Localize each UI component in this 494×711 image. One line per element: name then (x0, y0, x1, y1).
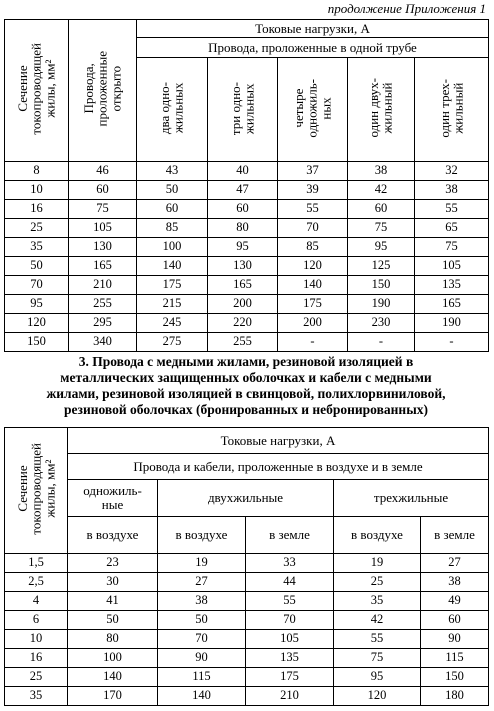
table-cell: 200 (278, 314, 348, 333)
table-cell: 140 (68, 668, 158, 687)
table-cell: 255 (69, 295, 137, 314)
table-cell: 55 (278, 200, 348, 219)
table-cell: 50 (158, 611, 246, 630)
table-cell: 165 (415, 295, 489, 314)
table-cell: 38 (158, 592, 246, 611)
table-cell: 150 (5, 333, 69, 352)
table-cell: 27 (158, 573, 246, 592)
table-cell: 140 (158, 687, 246, 706)
table-cell: - (278, 333, 348, 352)
table-cell: 295 (69, 314, 137, 333)
table-row (5, 200, 489, 219)
table-cell: 165 (208, 276, 278, 295)
section-header-line: жилы, мм² (41, 459, 57, 518)
table-cell: 38 (421, 573, 489, 592)
open-header-line: проложенные (94, 51, 110, 127)
table-cell: 50 (68, 611, 158, 630)
table-cell: 39 (278, 181, 348, 200)
table-row (5, 668, 489, 687)
table-cell: 150 (421, 668, 489, 687)
table-cell: 55 (334, 630, 421, 649)
table-cell: 1,5 (5, 554, 68, 573)
table-cell: 245 (137, 314, 208, 333)
sub-in-ground: в земле (246, 517, 334, 554)
col-header-section (5, 428, 68, 554)
table-cell: 60 (208, 200, 278, 219)
section-header-line: жилы, мм² (42, 59, 58, 118)
group-two-core: двухжильные (158, 480, 334, 517)
table-cell: 215 (137, 295, 208, 314)
table-row (5, 687, 489, 706)
table-cell: 340 (69, 333, 137, 352)
pipe-column-header (278, 58, 348, 162)
section-title-line: резиновой оболочках (бронированных и небронированных) (64, 402, 428, 417)
table-cell: 100 (137, 238, 208, 257)
col-header-section (5, 20, 69, 162)
table-cell: 47 (208, 181, 278, 200)
table-cell: 70 (246, 611, 334, 630)
table-cell: 90 (158, 649, 246, 668)
section-title-line: жилами, резиновой изоляцией в свинцовой, полихлорвиниловой, (46, 386, 446, 401)
table-cell: 105 (69, 219, 137, 238)
table-row (5, 592, 489, 611)
table-cell: 130 (208, 257, 278, 276)
table-cell: 80 (208, 219, 278, 238)
sub-in-air: в воздухе (68, 517, 158, 554)
pipe-column-header-line: один трех- (436, 78, 452, 138)
table-cell: 135 (246, 649, 334, 668)
current-load-table-pipe (4, 19, 489, 352)
table-cell: 60 (137, 200, 208, 219)
table-cell: 60 (348, 200, 415, 219)
table-cell: 16 (5, 649, 68, 668)
table-cell: 65 (415, 219, 489, 238)
table-cell: 95 (334, 668, 421, 687)
table-cell: 120 (278, 257, 348, 276)
table-cell: 70 (278, 219, 348, 238)
pipe-column-header-line: жильный (450, 82, 466, 134)
table-cell: 55 (246, 592, 334, 611)
col-header-open (69, 20, 137, 162)
pipe-column-header (415, 58, 489, 162)
table-cell: 190 (348, 295, 415, 314)
table-row (5, 295, 489, 314)
table-row (5, 257, 489, 276)
table-cell: 75 (348, 219, 415, 238)
table-cell: 150 (348, 276, 415, 295)
table-cell: 25 (5, 219, 69, 238)
section-header-line: Сечение (15, 65, 31, 113)
table-cell: 275 (137, 333, 208, 352)
table-cell: 46 (69, 162, 137, 181)
table-cell: 190 (415, 314, 489, 333)
table-cell: 140 (137, 257, 208, 276)
table-row (5, 630, 489, 649)
table-row (5, 181, 489, 200)
table-cell: 130 (69, 238, 137, 257)
table-cell: 19 (334, 554, 421, 573)
pipe-column-header (208, 58, 278, 162)
sub-in-air: в воздухе (334, 517, 421, 554)
table-cell: 70 (5, 276, 69, 295)
single-core-header-line: ные (101, 497, 124, 512)
table-cell: 43 (137, 162, 208, 181)
table-cell: 95 (348, 238, 415, 257)
table-cell: 25 (5, 668, 68, 687)
table-cell: 44 (246, 573, 334, 592)
table-row (5, 238, 489, 257)
single-core-header-line: одножиль- (83, 483, 142, 499)
table-cell: 55 (415, 200, 489, 219)
section-title-line: 3. Провода с медными жилами, резиновой изоляцией в (78, 354, 414, 369)
table-cell: 19 (158, 554, 246, 573)
table-cell: 85 (137, 219, 208, 238)
table-cell: 30 (68, 573, 158, 592)
table-cell: 50 (137, 181, 208, 200)
table-cell: 50 (5, 257, 69, 276)
section-header-line: токопроводящей (28, 443, 44, 535)
table-cell: 37 (278, 162, 348, 181)
pipe-column-header (348, 58, 415, 162)
open-header-line: открыто (108, 66, 124, 112)
table-cell: 49 (421, 592, 489, 611)
current-load-table-rubber (4, 427, 489, 706)
table-cell: 95 (208, 238, 278, 257)
group-three-core: трехжильные (334, 480, 489, 517)
table-cell: 38 (348, 162, 415, 181)
table-cell: 60 (69, 181, 137, 200)
header-current-loads: Токовые нагрузки, А (137, 20, 489, 38)
table-cell: 115 (158, 668, 246, 687)
table-cell: 40 (208, 162, 278, 181)
table-cell: 165 (69, 257, 137, 276)
table-row (5, 554, 489, 573)
table-cell: 95 (5, 295, 69, 314)
table-cell: 60 (421, 611, 489, 630)
table-cell: 2,5 (5, 573, 68, 592)
section-3-title (4, 354, 488, 418)
pipe-column-header-line: один двух- (366, 78, 382, 138)
table-cell: 85 (278, 238, 348, 257)
section-header-line: Сечение (14, 465, 30, 513)
table-cell: 100 (68, 649, 158, 668)
header-current-loads: Токовые нагрузки, А (68, 428, 489, 454)
table-cell: 120 (334, 687, 421, 706)
table-cell: 220 (208, 314, 278, 333)
table-cell: 170 (68, 687, 158, 706)
header-in-one-pipe: Провода, проложенные в одной трубе (137, 38, 489, 58)
table-cell: 8 (5, 162, 69, 181)
table-cell: 70 (158, 630, 246, 649)
table-row (5, 333, 489, 352)
table-cell: 25 (334, 573, 421, 592)
table-row (5, 314, 489, 333)
table-cell: 120 (5, 314, 69, 333)
table-cell: 4 (5, 592, 68, 611)
pipe-column-header-line: одножиль- (304, 78, 320, 138)
table-cell: 23 (68, 554, 158, 573)
table-cell: 35 (5, 687, 68, 706)
table-cell: 135 (415, 276, 489, 295)
table-cell: 33 (246, 554, 334, 573)
table-cell: 255 (208, 333, 278, 352)
table-row (5, 219, 489, 238)
table-cell: 105 (246, 630, 334, 649)
table-cell: 125 (348, 257, 415, 276)
pipe-column-header-line: ных (318, 97, 334, 120)
table-cell: 27 (421, 554, 489, 573)
pipe-column-header-line: четыре (291, 88, 307, 128)
table-row (5, 611, 489, 630)
sub-in-ground: в земле (421, 517, 489, 554)
table-cell: 10 (5, 630, 68, 649)
table-cell: 38 (415, 181, 489, 200)
section-header-line: токопроводящей (28, 43, 44, 135)
table-cell: 75 (334, 649, 421, 668)
table-cell: 16 (5, 200, 69, 219)
pipe-column-header-line: жильных (171, 82, 186, 134)
table-cell: 175 (137, 276, 208, 295)
table-cell: 140 (278, 276, 348, 295)
table-cell: 175 (278, 295, 348, 314)
header-laid-in-air-and-ground: Провода и кабели, проложенные в воздухе и в земле (68, 454, 489, 480)
pipe-column-header-line: три одно- (227, 81, 243, 135)
table-cell: 42 (348, 181, 415, 200)
table-cell: 175 (246, 668, 334, 687)
table-cell: 35 (5, 238, 69, 257)
table-cell: 35 (334, 592, 421, 611)
table-cell: - (348, 333, 415, 352)
pipe-column-header-line: жильных (241, 82, 257, 134)
table-cell: 115 (421, 649, 489, 668)
table-cell: 105 (415, 257, 489, 276)
table-cell: 90 (421, 630, 489, 649)
section-title-line: металлических защищенных оболочках и кабели с медными (60, 370, 432, 385)
page-continuation-header: продолжение Приложения 1 (327, 1, 486, 16)
table-cell: 180 (421, 687, 489, 706)
table-cell: 210 (69, 276, 137, 295)
sub-in-air: в воздухе (158, 517, 246, 554)
pipe-column-header-line: два одно- (157, 82, 173, 135)
open-header-line: Провода, (81, 63, 97, 115)
table-cell: 10 (5, 181, 69, 200)
table-cell: 230 (348, 314, 415, 333)
table-cell: 42 (334, 611, 421, 630)
table-cell: 6 (5, 611, 68, 630)
table-cell: 32 (415, 162, 489, 181)
group-single-core (68, 480, 158, 517)
table-cell: 75 (69, 200, 137, 219)
table-row (5, 276, 489, 295)
pipe-column-header (137, 58, 208, 162)
table-cell: 80 (68, 630, 158, 649)
table-row (5, 162, 489, 181)
pipe-column-header-line: жильный (380, 82, 395, 134)
table-cell: 75 (415, 238, 489, 257)
table-row (5, 573, 489, 592)
table-row (5, 649, 489, 668)
table-cell: 41 (68, 592, 158, 611)
table-cell: 210 (246, 687, 334, 706)
table-cell: 200 (208, 295, 278, 314)
table-cell: - (415, 333, 489, 352)
